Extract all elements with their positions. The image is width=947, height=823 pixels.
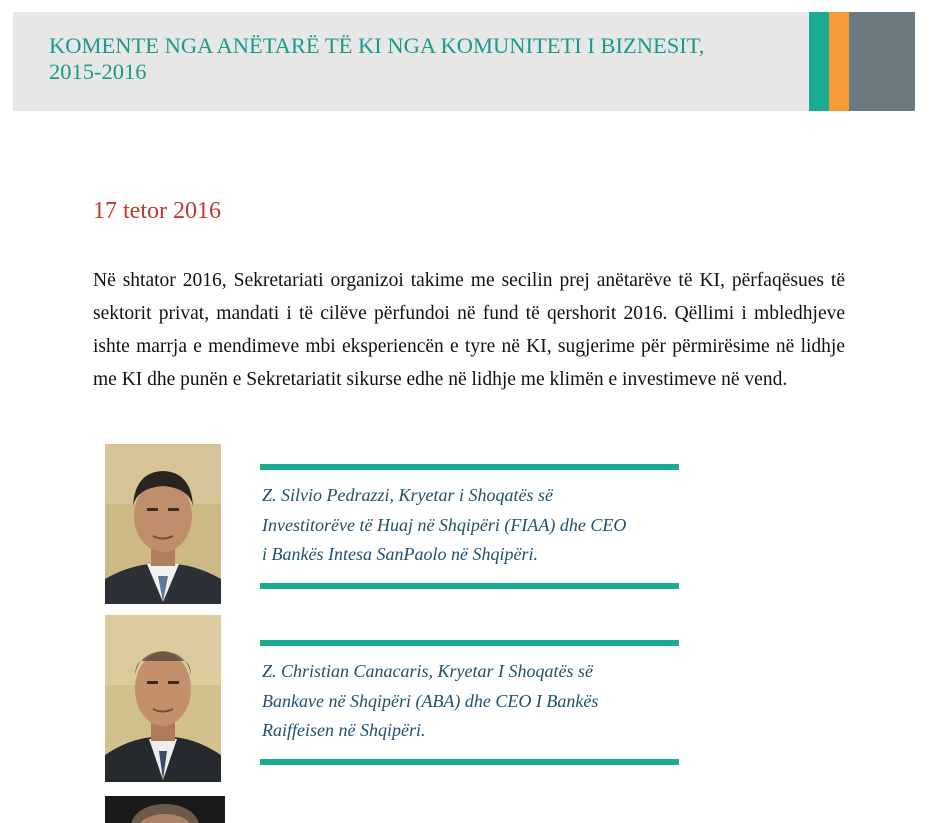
accent-band-orange — [829, 12, 849, 111]
caption-line: i Bankës Intesa SanPaolo në Shqipëri. — [262, 544, 538, 564]
caption-line: Bankave në Shqipëri (ABA) dhe CEO I Bankës — [262, 690, 599, 711]
page-title — [49, 33, 789, 85]
header-banner — [13, 12, 809, 111]
member-divider-bottom — [260, 759, 679, 765]
member-divider-top — [260, 464, 679, 470]
member-caption-canacaris — [262, 657, 692, 746]
page-title-line-2: 2015-2016 — [49, 59, 147, 84]
member-caption-pedrazzi — [262, 481, 692, 570]
caption-line: Raiffeisen në Shqipëri. — [262, 720, 426, 740]
caption-line: Investitorëve të Huaj në Shqipëri (FIAA) dhe CEO — [262, 514, 627, 535]
member-photo-pedrazzi — [105, 444, 221, 604]
section-date: 17 tetor 2016 — [93, 198, 221, 224]
accent-band-teal — [809, 12, 829, 111]
caption-line: Z. Silvio Pedrazzi, Kryetar i Shoqatës së — [262, 485, 553, 505]
caption-line: Z. Christian Canacaris, Kryetar I Shoqatës së — [262, 661, 594, 681]
accent-band-gray — [849, 12, 915, 111]
member-photo-third — [105, 796, 225, 823]
member-divider-top — [260, 640, 679, 646]
intro-paragraph: Në shtator 2016, Sekretariati organizoi takime me secilin prej anëtarëve të KI, përfaqësues të sektorit privat, mandati i të cilëve përfundoi në fund të qershorit 2016. Qëllimi i mbledhjeve ishte marrja e mendimeve mbi eksperiencën e tyre në KI, sugjerime për përmirësime në lidhje me KI dhe punën e Sekretariatit sikurse edhe në lidhje me klimën e investimeve në vend. — [93, 270, 845, 390]
member-photo-canacaris — [105, 615, 221, 782]
member-divider-bottom — [260, 583, 679, 589]
page-title-line-1: KOMENTE NGA ANËTARË TË KI NGA KOMUNITETI I BIZNESIT, — [49, 33, 705, 58]
